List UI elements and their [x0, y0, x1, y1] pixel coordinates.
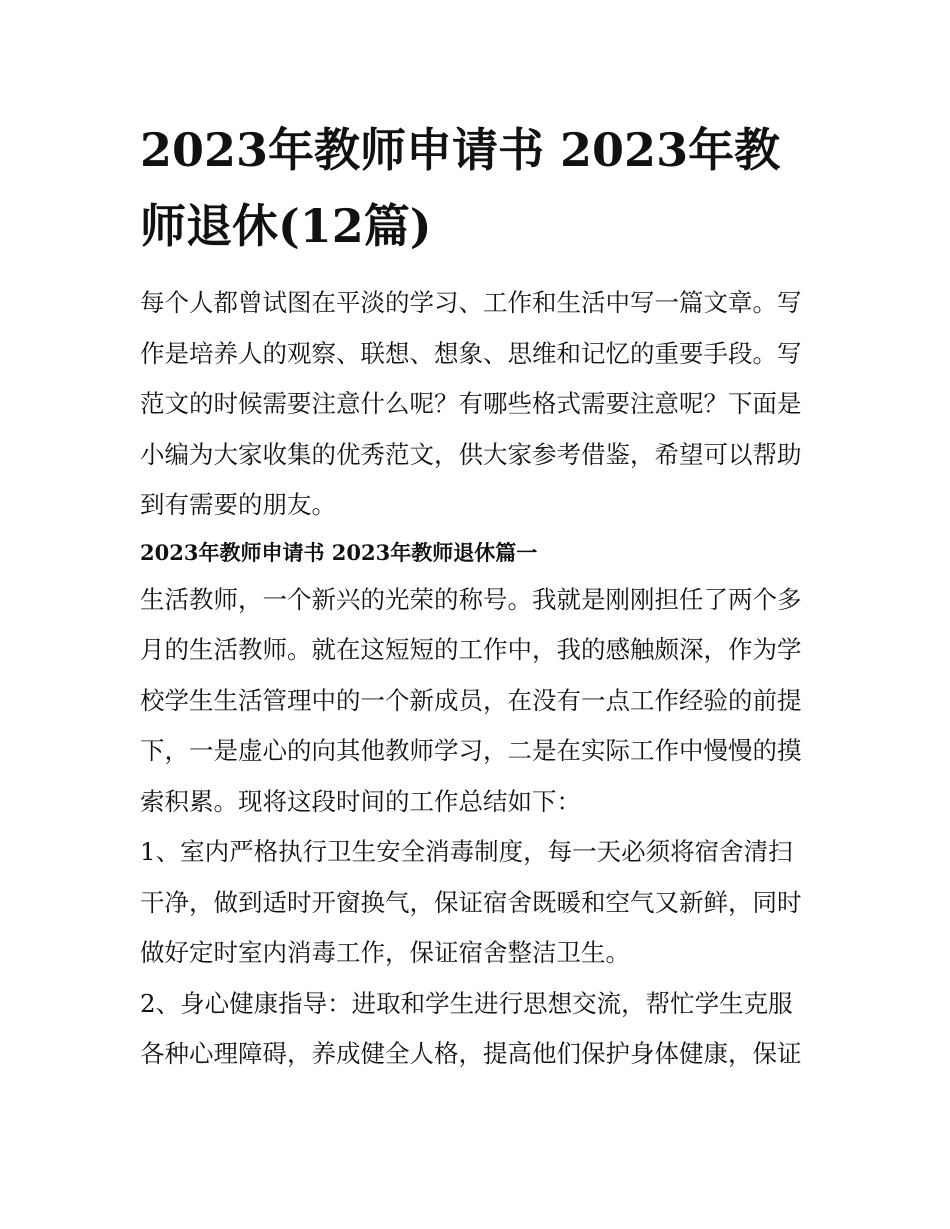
- list-item-1: [140, 827, 820, 979]
- document-body: [140, 278, 820, 1080]
- text-line: 小编为大家收集的优秀范文，供大家参考借鉴，希望可以帮助: [140, 439, 802, 469]
- text-line: 每个人都曾试图在平淡的学习、工作和生活中写一篇文章。写: [140, 288, 802, 317]
- text-line: 作是培养人的观察、联想、想象、思维和记忆的重要手段。写: [140, 338, 802, 368]
- list-item-2: [140, 979, 820, 1080]
- text-line: 1、室内严格执行卫生安全消毒制度，每一天必须将宿舍清扫: [140, 837, 793, 866]
- text-line: 下，一是虚心的向其他教师学习，二是在实际工作中慢慢的摸: [140, 736, 802, 765]
- text-line: 校学生生活管理中的一个新成员，在没有一点工作经验的前提: [140, 685, 802, 715]
- text-line: 索积累。现将这段时间的工作总结如下：: [140, 786, 581, 816]
- document-title: [140, 112, 820, 264]
- document-content: [140, 112, 820, 1080]
- text-line: 做好定时室内消毒工作，保证宿舍整洁卫生。: [140, 938, 630, 967]
- title-line: 师退休(12篇): [140, 199, 432, 253]
- section-heading: 2023年教师申请书 2023年教师退休篇一: [140, 539, 538, 565]
- text-line: 各种心理障碍，养成健全人格，提高他们保护身体健康，保证: [140, 1039, 802, 1068]
- title-line: 2023年教师申请书 2023年教: [140, 123, 781, 177]
- text-line: 月的生活教师。就在这短短的工作中，我的感触颇深，作为学: [140, 635, 802, 664]
- text-line: 到有需要的朋友。: [140, 490, 336, 519]
- intro-paragraph: [140, 278, 820, 531]
- text-line: 干净，做到适时开窗换气，保证宿舍既暖和空气又新鲜，同时: [140, 887, 802, 917]
- section-paragraph: [140, 575, 820, 828]
- text-line: 范文的时候需要注意什么呢？有哪些格式需要注意呢？下面是: [140, 389, 802, 418]
- text-line: 2、身心健康指导：进取和学生进行思想交流，帮忙学生克服: [140, 988, 793, 1018]
- text-line: 生活教师，一个新兴的光荣的称号。我就是刚刚担任了两个多: [140, 584, 802, 614]
